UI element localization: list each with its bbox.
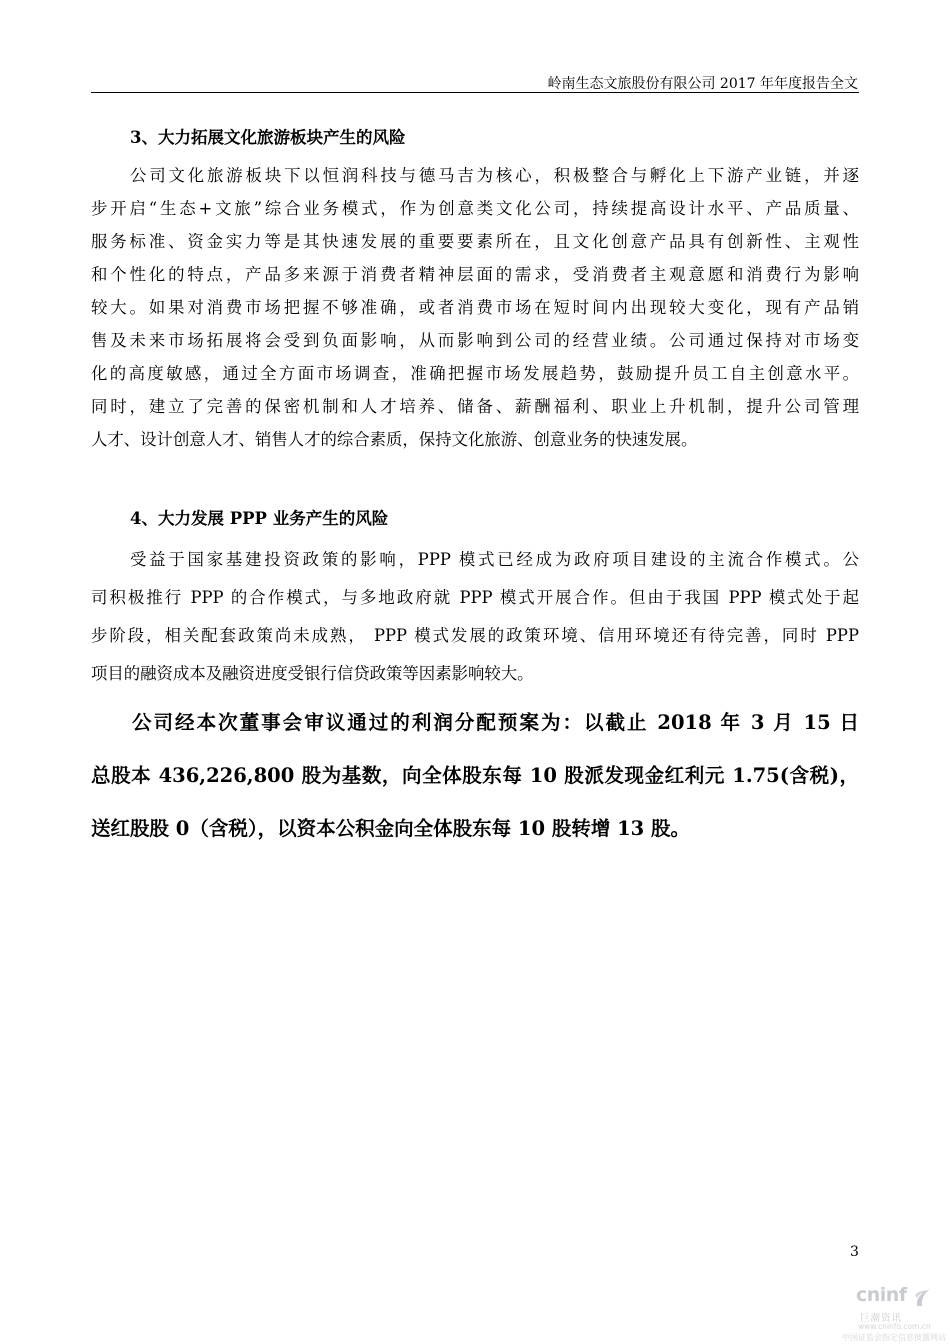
cninfo-subtext: 中国证监会指定信息披露网站 <box>842 1333 946 1342</box>
profit-plan-line: 送红股股 0（含税），以资本公积金向全体股东每 10 股转增 13 股。 <box>91 817 691 840</box>
section-3-line: 售及未来市场拓展将会受到负面影响，从而影响到公司的经营业绩。公司通过保持对市场变 <box>91 331 859 350</box>
section-3-line: 化的高度敏感，通过全方面市场调查，准确把握市场发展趋势，鼓励提升员工自主创意水平。 <box>91 364 859 383</box>
section-3-line: 同时，建立了完善的保密机制和人才培养、储备、薪酬福利、职业上升机制，提升公司管理 <box>91 397 859 416</box>
cninfo-watermark <box>842 1284 950 1344</box>
profit-plan-line: 公司经本次董事会审议通过的利润分配预案为：以截止 2018 年 3 月 15 日 <box>132 711 859 734</box>
section-3-heading: 3、大力拓展文化旅游板块产生的风险 <box>130 128 406 147</box>
cninfo-chinese-name: 巨潮资讯 <box>860 1313 903 1324</box>
cninfo-logo-text: cninf <box>856 1284 907 1306</box>
section-4-line: 步阶段，相关配套政策尚未成熟， PPP 模式发展的政策环境、信用环境还有待完善，同时 PPP <box>91 626 859 645</box>
section-4-line: 受益于国家基建投资政策的影响，PPP 模式已经成为政府项目建设的主流合作模式。公 <box>130 550 859 569</box>
section-3-line: 人才、设计创意人才、销售人才的综合素质，保持文化旅游、创意业务的快速发展。 <box>91 430 698 449</box>
page-number: 3 <box>850 1244 859 1260</box>
header-rule <box>91 92 859 93</box>
profit-plan-line: 总股本 436,226,800 股为基数，向全体股东每 10 股派发现金红利元 1.75(含税)， <box>91 764 859 787</box>
section-3-line: 步开启“生态+文旅”综合业务模式，作为创意类文化公司，持续提高设计水平、产品质量、 <box>91 199 859 218</box>
section-3-line: 和个性化的特点，产品多来源于消费者精神层面的需求，受消费者主观意愿和消费行为影响 <box>91 265 859 284</box>
section-3-line: 较大。如果对消费市场把握不够准确，或者消费市场在短时间内出现较大变化，现有产品销 <box>91 298 859 317</box>
section-4-line: 项目的融资成本及融资进度受银行信贷政策等因素影响较大。 <box>91 664 534 683</box>
cninfo-swoosh-icon <box>914 1286 932 1308</box>
section-3-line: 服务标准、资金实力等是其快速发展的重要要素所在，且文化创意产品具有创新性、主观性 <box>91 232 859 251</box>
section-3-line: 公司文化旅游板块下以恒润科技与德马吉为核心，积极整合与孵化上下游产业链，并逐 <box>130 166 859 185</box>
cninfo-url: www.cninfo.com.cn <box>858 1322 931 1331</box>
section-4-heading: 4、大力发展 PPP 业务产生的风险 <box>130 509 389 528</box>
section-4-line: 司积极推行 PPP 的合作模式，与多地政府就 PPP 模式开展合作。但由于我国 PPP 模式处于起 <box>91 588 859 607</box>
report-header-title: 岭南生态文旅股份有限公司 2017 年年度报告全文 <box>547 76 858 92</box>
